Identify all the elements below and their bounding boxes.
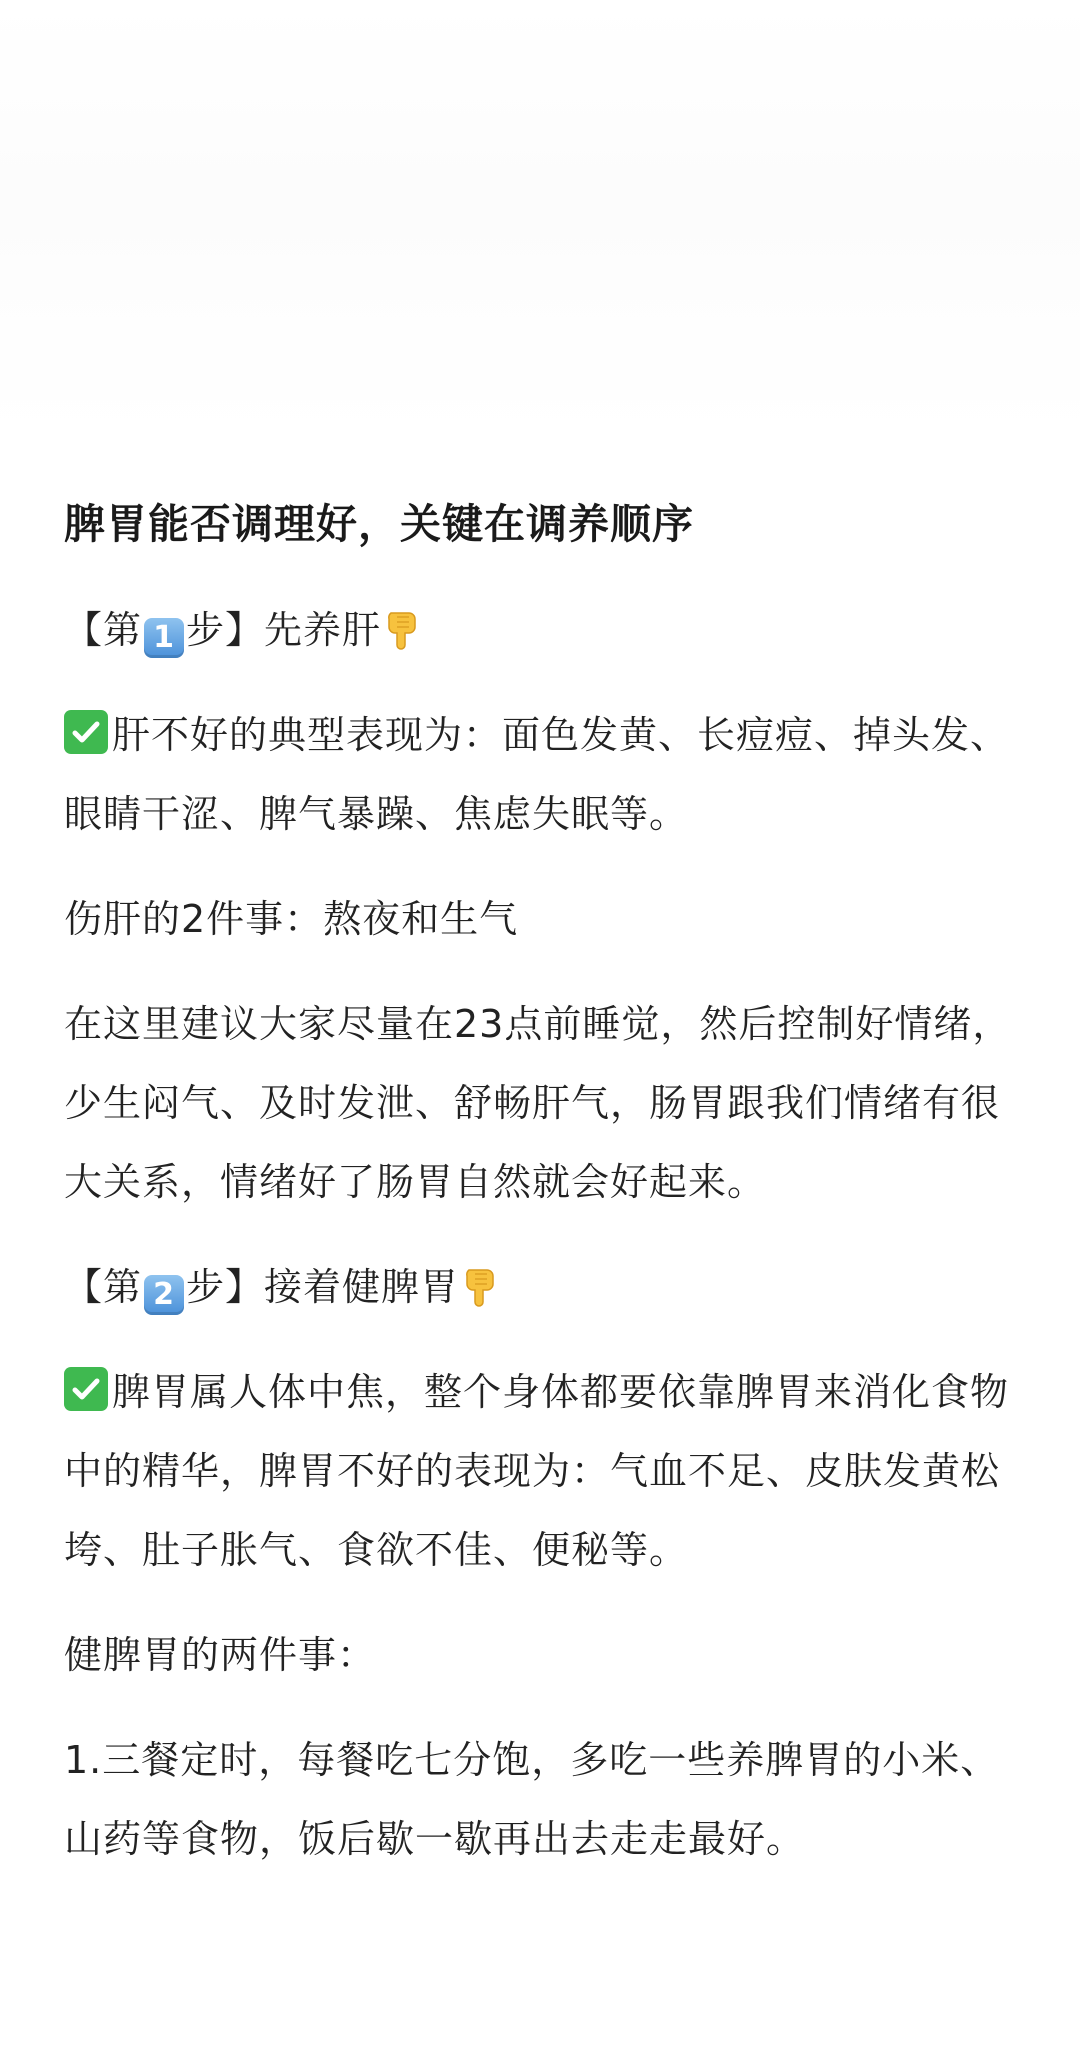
step-1-close: 步】先养肝 bbox=[186, 608, 382, 653]
spleen-intro-paragraph bbox=[64, 1353, 1024, 1590]
step-1-open: 【第 bbox=[64, 608, 143, 653]
liver-harms-paragraph: 伤肝的2件事：熬夜和生气 bbox=[64, 897, 519, 942]
step-2-open: 【第 bbox=[64, 1265, 143, 1310]
keycap-one-icon: 1 bbox=[144, 618, 184, 658]
hero-image-area bbox=[0, 0, 1080, 440]
backhand-index-pointing-down-icon bbox=[461, 1256, 501, 1300]
check-mark-button-icon bbox=[64, 1367, 108, 1411]
liver-symptoms-text: 肝不好的典型表现为：面色发黄、长痘痘、掉头发、眼睛干涩、脾气暴躁、焦虑失眠等。 bbox=[64, 713, 1010, 837]
liver-symptoms-paragraph bbox=[64, 696, 1024, 854]
backhand-index-pointing-down-icon bbox=[383, 599, 423, 643]
article-body bbox=[64, 470, 1024, 1905]
article-title: 脾胃能否调理好，关键在调养顺序 bbox=[64, 500, 694, 548]
check-mark-button-icon bbox=[64, 710, 108, 754]
step-2-heading bbox=[64, 1248, 1024, 1327]
keycap-two-icon: 2 bbox=[144, 1275, 184, 1315]
spleen-intro-text: 脾胃属人体中焦，整个身体都要依靠脾胃来消化食物中的精华，脾胃不好的表现为：气血不足、皮肤发黄松垮、肚子胀气、食欲不佳、便秘等。 bbox=[64, 1370, 1010, 1573]
spleen-two-things-paragraph: 健脾胃的两件事： bbox=[64, 1633, 377, 1678]
liver-advice-paragraph: 在这里建议大家尽量在23点前睡觉，然后控制好情绪，少生闷气、及时发泄、舒畅肝气，肠胃跟我们情绪有很大关系，情绪好了肠胃自然就会好起来。 bbox=[64, 1002, 1012, 1205]
spleen-item-1-paragraph: 1.三餐定时，每餐吃七分饱，多吃一些养脾胃的小米、山药等食物，饭后歇一歇再出去走走最好。 bbox=[64, 1738, 1000, 1862]
step-2-close: 步】接着健脾胃 bbox=[186, 1265, 460, 1310]
step-1-heading bbox=[64, 591, 1024, 670]
